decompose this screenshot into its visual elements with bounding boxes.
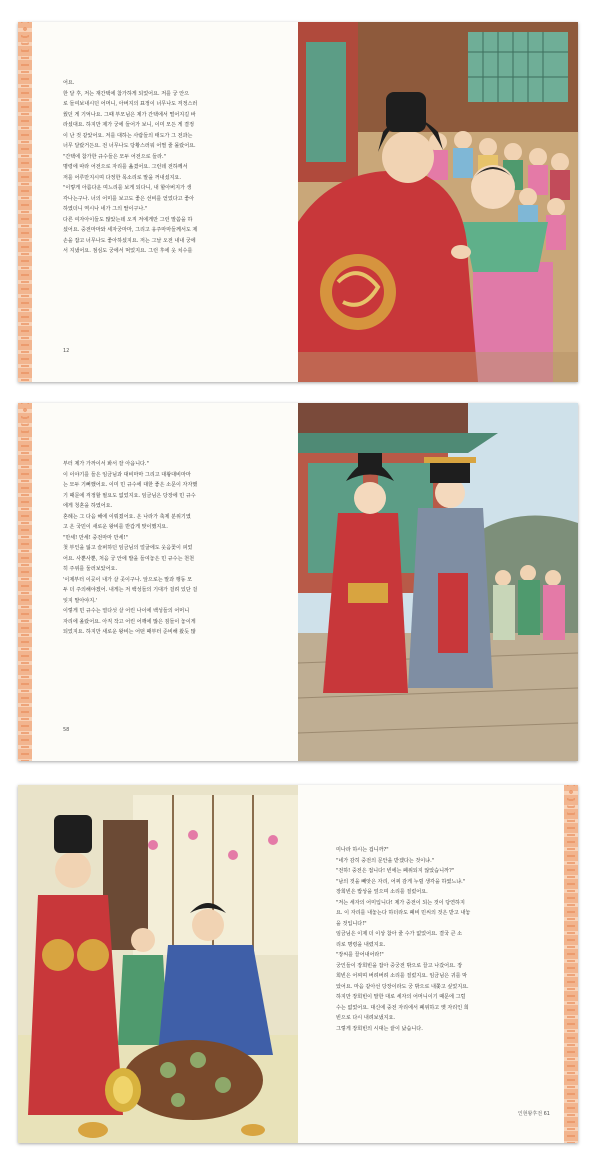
text-line: 혼례는 그 다음 해에 이뤄졌어요. 온 나라가 축제 분위기였 xyxy=(63,513,191,520)
text-line: "이렇게 아름다운 며느리를 보게 되다니, 내 할아버지가 생 xyxy=(63,185,192,191)
text-line: 저를 어루만지시며 다정한 목소리로 말을 꺼내셨지요. xyxy=(63,174,181,181)
text-line: 고 온 국민이 새로운 왕비를 반갑게 맞이했지요. xyxy=(63,524,168,530)
text-line: 에게 청혼을 하였어요. xyxy=(63,503,113,509)
text-line: 다른 여자아이들도 많았는데 오직 저에게만 그런 말씀을 하 xyxy=(63,216,193,223)
text-line: 을 것입니다!" xyxy=(336,920,367,927)
text-line: "전하! 중전은 접니다! 빈에는 폐위되지 않았습니까?" xyxy=(336,868,455,874)
text-line: 장희빈은 밥상을 엎으며 소리를 질렀어요. xyxy=(336,889,428,895)
text-line: "간택에 참가한 규수들은 모두 어전으로 들라." xyxy=(63,153,166,160)
decorative-page-edge xyxy=(564,785,578,1143)
text-line: 이 이야기를 들은 임금님과 대비마마 그리고 대왕대비마마 xyxy=(63,471,191,478)
text-line: 첫 부인을 잃고 슬퍼하던 임금님의 얼굴에도 웃음꽃이 피었 xyxy=(63,545,193,551)
book-spread-3 xyxy=(18,785,578,1143)
text-line: "저는 세자의 어미입니다! 제가 중전이 되는 것이 당연하지 xyxy=(336,899,465,906)
story-text xyxy=(336,845,558,1034)
page-number: 인현왕후전 61 xyxy=(517,1111,550,1117)
text-line: 서 지냈어요. 점심도 궁에서 먹었지요. 그런 후에 옷 치수를 xyxy=(63,248,193,254)
story-text xyxy=(63,78,285,257)
text-line: '이제부터 이곳이 내가 살 곳이구나. 앞으로는 말과 행동 모 xyxy=(63,576,193,583)
book-spread-1 xyxy=(18,22,578,382)
page-number: 58 xyxy=(63,727,70,733)
text-line: 되었지요. 하지만 새로운 왕비는 어떤 때부터 준비해 왔듯 많 xyxy=(63,629,196,635)
text-line: 수는 없었어요. 대신에 중전 자리에서 폐위하고 옛 자리인 희 xyxy=(336,1004,469,1011)
text-line: 히 주위를 둘러보았어요. xyxy=(63,566,118,572)
text-line: 임금님은 이제 더 이상 참아 줄 수가 없었어요. 결국 큰 소 xyxy=(336,931,463,937)
text-line: 자리에 올랐어요. 아직 작고 어린 어깨에 많은 짐들이 놓이게 xyxy=(63,618,196,625)
text-line: 웠던 게 기억나요. 그때 부모님은 제가 간택에서 떨어지길 바 xyxy=(63,111,196,118)
text-line: 라셨대요. 하지만 제가 궁에 들어가 보니, 이미 모든 게 결정 xyxy=(63,122,194,128)
text-line: 두 더 주의해야겠어. 내게는 저 백성들의 기대가 걸려 있단 걸 xyxy=(63,587,198,593)
text-line: 부터 제가 가까이서 봐서 잘 아옵니다." xyxy=(63,461,149,467)
text-line: 이 난 것 같았어요. 저를 대하는 사람들의 태도가 그 전과는 xyxy=(63,132,193,139)
text-line: 았어요. 마음 같아선 당장이라도 궁 밖으로 내쫓고 싶었지요. xyxy=(336,983,469,990)
illustration-king-and-girl xyxy=(298,22,578,382)
text-line: "만세! 만세! 중전마마 만세!" xyxy=(63,534,128,541)
text-line: 하지만 장희빈이 말한 대로 세자의 어머니이기 때문에 그럴 xyxy=(336,994,466,1000)
text-line: 로 들여보내시던 어머니, 아버지의 표정이 너무나도 걱정스러 xyxy=(63,101,198,107)
text-page-left xyxy=(18,403,298,761)
text-line: "네가 감히 중전의 문안을 받겠다는 것이냐." xyxy=(336,857,435,864)
text-line: 각나는구나. 너의 어미를 보고도 좋은 선비를 얻었다고 좋아 xyxy=(63,195,195,202)
text-line: 요. 이 자리를 내놓는다 하더라도 폐비 민씨의 것은 받고 내놓 xyxy=(336,910,471,916)
book-spread-2 xyxy=(18,403,578,761)
text-line: 이렇게 민 규수는 열다섯 살 어린 나이에 백성들의 어머니 xyxy=(63,608,190,614)
story-text xyxy=(63,459,285,638)
text-line: 손을 잡고 너무나도 좋아하셨지요. 저는 그날 오전 내내 궁에 xyxy=(63,237,196,244)
text-line: 어요. 사뿐사뿐, 처음 궁 안에 발을 들여놓은 민 규수는 천천 xyxy=(63,555,194,562)
text-line: 기 때문에 걱정할 필요도 없었지요. 임금님은 당장에 민 규수 xyxy=(63,492,196,499)
page-number: 12 xyxy=(63,348,70,354)
text-line: 는 모두 기뻐했어요. 이미 민 규수에 대한 좋은 소문이 자자했 xyxy=(63,482,198,488)
text-line: "남의 것을 빼앗은 자리, 어찌 감게 누릴 생각을 하였느냐." xyxy=(336,878,466,885)
illustration-overturned-table xyxy=(18,785,298,1143)
text-line: 셨어요. 중전마마와 세자궁마마, 그리고 옹주마마들께서도 제 xyxy=(63,227,198,233)
text-line: 희빈은 어찌며 버려버려 소리를 질렀지요. 임금님은 귀를 막 xyxy=(336,973,468,979)
text-line: 미나라 하시는 겁니까?" xyxy=(336,847,389,853)
text-line: 리로 명령을 내렸지요. xyxy=(336,941,386,948)
text-line: 한 달 후, 저는 재간택에 참가하게 되었어요. 저를 궁 안으 xyxy=(63,90,190,97)
illustration-royal-wedding xyxy=(298,403,578,761)
text-line: 명령에 따라 어전으로 자리를 옮겼어요. 그런데 전하께서 xyxy=(63,164,188,170)
text-line: "장씨를 끌어내어라!" xyxy=(336,952,384,958)
text-line: 잊지 말아야지.' xyxy=(63,597,98,604)
text-page-left xyxy=(18,22,298,382)
text-page-right xyxy=(298,785,578,1143)
text-line: 그렇게 장희빈의 시대는 끝이 났습니다. xyxy=(336,1025,423,1032)
text-line: 어요. xyxy=(63,80,75,86)
text-line: 하였더니 역시나 네가 그의 딸이구나." xyxy=(63,206,148,212)
text-line: 빈으로 다시 내려보냈지요. xyxy=(336,1015,395,1021)
text-line: 너무 달랐거든요. 전 너무나도 당황스러워 어쩔 줄 몰랐어요. xyxy=(63,143,196,149)
decorative-page-edge xyxy=(18,22,32,382)
text-line: 궁인들이 장희빈을 잡아 중궁전 밖으로 끌고 나갔어요. 장 xyxy=(336,962,463,969)
decorative-page-edge xyxy=(18,403,32,761)
